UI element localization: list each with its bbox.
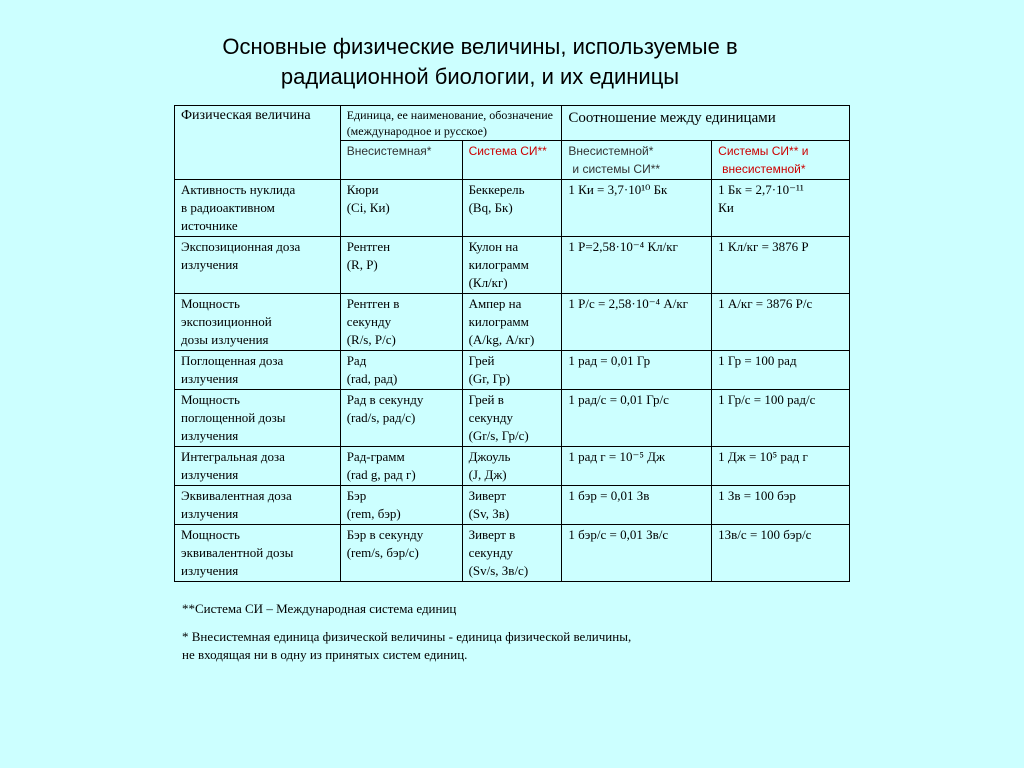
cell-non-system-unit-line: Рентген (346, 239, 391, 254)
cell-non-system-unit-line: (R, Р) (346, 257, 378, 272)
cell-ratio-si-to-non-system-line: 1 А/кг = 3876 Р/с (718, 296, 813, 311)
cell-quantity (175, 525, 341, 582)
subheader-ratio-2-line-2: внесистемной* (722, 162, 806, 176)
subheader-ratio-2-line-1: Системы СИ** и (718, 144, 809, 158)
cell-non-system-unit (340, 486, 462, 525)
cell-ratio-non-system-to-si: 1 бэр = 0,01 Зв (562, 486, 712, 525)
cell-ratio-non-system-to-si: 1 Р=2,58·10⁻⁴ Кл/кг (562, 237, 712, 294)
cell-quantity-line: излучения (181, 371, 239, 386)
cell-non-system-unit-line: Рад-грамм (346, 449, 405, 464)
note-non-system-line-1: * Внесистемная единица физической величины - единица физической величины, (182, 629, 632, 644)
table-row (175, 525, 850, 582)
cell-ratio-si-to-non-system-line: 1 Дж = 10⁵ рад г (718, 449, 808, 464)
cell-ratio-non-system-to-si: 1 рад/с = 0,01 Гр/с (562, 390, 712, 447)
cell-non-system-unit-line: секунду (346, 314, 392, 329)
cell-quantity (175, 180, 341, 237)
cell-si-unit (462, 237, 562, 294)
cell-quantity-line: Поглощенная доза (181, 353, 284, 368)
cell-quantity (175, 351, 341, 390)
cell-quantity-line: излучения (181, 257, 239, 272)
cell-ratio-non-system-to-si: 1 рад = 0,01 Гр (562, 351, 712, 390)
cell-si-unit-line: Беккерель (468, 182, 525, 197)
cell-quantity-line: источнике (181, 218, 238, 233)
cell-quantity-line: излучения (181, 467, 239, 482)
cell-non-system-unit (340, 447, 462, 486)
table-row (175, 180, 850, 237)
cell-non-system-unit-line: (rad/s, рад/с) (346, 410, 416, 425)
cell-ratio-si-to-non-system-line: 1 Кл/кг = 3876 Р (718, 239, 809, 254)
cell-non-system-unit-line: (Ci, Ки) (346, 200, 390, 215)
cell-si-unit-line: (Gr, Гр) (468, 371, 511, 386)
cell-si-unit-line: (Gr/s, Гр/с) (468, 428, 529, 443)
cell-non-system-unit (340, 294, 462, 351)
cell-quantity-line: Интегральная доза (181, 449, 285, 464)
cell-quantity-line: Эквивалентная доза (181, 488, 292, 503)
cell-non-system-unit (340, 525, 462, 582)
note-non-system-line-2: не входящая ни в одну из принятых систем единиц. (182, 647, 468, 662)
cell-quantity (175, 294, 341, 351)
cell-quantity-line: Мощность (181, 296, 240, 311)
header-unit: Единица, ее наименование, обозначение (международное и русское) (340, 106, 562, 141)
cell-si-unit-line: секунду (468, 545, 513, 560)
cell-si-unit (462, 447, 562, 486)
cell-non-system-unit-line: Кюри (346, 182, 379, 197)
cell-si-unit (462, 390, 562, 447)
cell-non-system-unit (340, 351, 462, 390)
cell-si-unit-line: Джоуль (468, 449, 511, 464)
cell-non-system-unit (340, 390, 462, 447)
subheader-non-system: Внесистемная* (340, 141, 462, 180)
cell-non-system-unit-line: (rad g, рад г) (346, 467, 416, 482)
cell-non-system-unit-line: (R/s, Р/с) (346, 332, 396, 347)
header-quantity: Физическая величина (175, 106, 341, 180)
cell-non-system-unit-line: (rad, рад) (346, 371, 398, 386)
cell-si-unit-line: (Sv, Зв) (468, 506, 510, 521)
header-row (175, 106, 850, 141)
page-title-line-2: радиационной биологии, и их единицы (280, 64, 680, 89)
cell-si-unit-line: Кулон на (468, 239, 519, 254)
cell-quantity-line: Активность нуклида (181, 182, 296, 197)
cell-si-unit-line: Ампер на (468, 296, 522, 311)
cell-quantity-line: Мощность (181, 527, 240, 542)
cell-quantity-line: в радиоактивном (181, 200, 275, 215)
cell-si-unit-line: килограмм (468, 257, 529, 272)
cell-si-unit (462, 294, 562, 351)
cell-si-unit-line: Зиверт (468, 488, 506, 503)
cell-ratio-si-to-non-system-line: 1 Зв = 100 бэр (718, 488, 796, 503)
cell-ratio-si-to-non-system-line: 1 Гр/с = 100 рад/с (718, 392, 816, 407)
table-row (175, 486, 850, 525)
cell-ratio-non-system-to-si: 1 бэр/с = 0,01 Зв/с (562, 525, 712, 582)
cell-quantity-line: излучения (181, 563, 239, 578)
cell-si-unit (462, 351, 562, 390)
cell-quantity (175, 390, 341, 447)
cell-si-unit-line: (Bq, Бк) (468, 200, 513, 215)
cell-si-unit-line: (A/kg, А/кг) (468, 332, 535, 347)
subheader-ratio-1-line-2: и системы СИ** (572, 162, 661, 176)
cell-quantity-line: экспозиционной (181, 314, 272, 329)
note-non-system (182, 628, 631, 664)
cell-ratio-si-to-non-system (712, 294, 850, 351)
cell-si-unit-line: секунду (468, 410, 513, 425)
cell-non-system-unit (340, 237, 462, 294)
cell-si-unit (462, 180, 562, 237)
cell-non-system-unit-line: Бэр (346, 488, 367, 503)
cell-ratio-si-to-non-system (712, 237, 850, 294)
cell-quantity-line: излучения (181, 428, 239, 443)
cell-si-unit-line: (Кл/кг) (468, 275, 508, 290)
cell-quantity-line: дозы излучения (181, 332, 269, 347)
cell-non-system-unit-line: Рад (346, 353, 367, 368)
cell-si-unit (462, 525, 562, 582)
cell-non-system-unit-line: Рад в секунду (346, 392, 424, 407)
cell-non-system-unit-line: Рентген в (346, 296, 400, 311)
cell-si-unit-line: (Sv/s, Зв/с) (468, 563, 529, 578)
cell-si-unit-line: Зиверт в (468, 527, 516, 542)
page-title-line-1: Основные физические величины, используемые в (222, 34, 738, 59)
cell-quantity-line: эквивалентной дозы (181, 545, 294, 560)
cell-si-unit-line: Грей в (468, 392, 504, 407)
subheader-ratio-1-line-1: Внесистемной* (568, 144, 654, 158)
cell-ratio-si-to-non-system (712, 447, 850, 486)
cell-si-unit-line: Грей (468, 353, 495, 368)
cell-ratio-si-to-non-system (712, 390, 850, 447)
page-title (130, 32, 830, 92)
cell-quantity (175, 237, 341, 294)
note-si: **Система СИ – Международная система единиц (182, 601, 457, 616)
cell-quantity (175, 486, 341, 525)
table-body (175, 180, 850, 582)
cell-non-system-unit-line: (rem/s, бэр/с) (346, 545, 419, 560)
cell-non-system-unit-line: Бэр в секунду (346, 527, 424, 542)
table-row (175, 447, 850, 486)
cell-ratio-non-system-to-si: 1 Ки = 3,7·10¹⁰ Бк (562, 180, 712, 237)
cell-quantity-line: излучения (181, 506, 239, 521)
cell-si-unit (462, 486, 562, 525)
cell-quantity-line: поглощенной дозы (181, 410, 286, 425)
units-table (174, 105, 850, 582)
header-ratio: Соотношение между единицами (562, 106, 850, 141)
cell-ratio-si-to-non-system-line: 1 Гр = 100 рад (718, 353, 797, 368)
cell-si-unit-line: (J, Дж) (468, 467, 507, 482)
cell-quantity-line: Мощность (181, 392, 240, 407)
subheader-ratio-2 (712, 141, 850, 180)
subheader-ratio-1 (562, 141, 712, 180)
cell-quantity (175, 447, 341, 486)
cell-non-system-unit-line: (rem, бэр) (346, 506, 401, 521)
cell-ratio-si-to-non-system-line: 1 Бк = 2,7·10⁻¹¹ (718, 182, 804, 197)
cell-ratio-si-to-non-system (712, 525, 850, 582)
table-row (175, 237, 850, 294)
cell-ratio-si-to-non-system-line: 1Зв/с = 100 бэр/с (718, 527, 812, 542)
cell-ratio-si-to-non-system (712, 180, 850, 237)
table-row (175, 351, 850, 390)
cell-ratio-non-system-to-si: 1 рад г = 10⁻⁵ Дж (562, 447, 712, 486)
table-row (175, 390, 850, 447)
cell-ratio-si-to-non-system-line: Ки (718, 200, 734, 215)
cell-ratio-si-to-non-system (712, 351, 850, 390)
cell-quantity-line: Экспозиционная доза (181, 239, 301, 254)
table-row (175, 294, 850, 351)
cell-ratio-si-to-non-system (712, 486, 850, 525)
cell-ratio-non-system-to-si: 1 Р/с = 2,58·10⁻⁴ А/кг (562, 294, 712, 351)
cell-si-unit-line: килограмм (468, 314, 529, 329)
cell-non-system-unit (340, 180, 462, 237)
subheader-si: Система СИ** (462, 141, 562, 180)
